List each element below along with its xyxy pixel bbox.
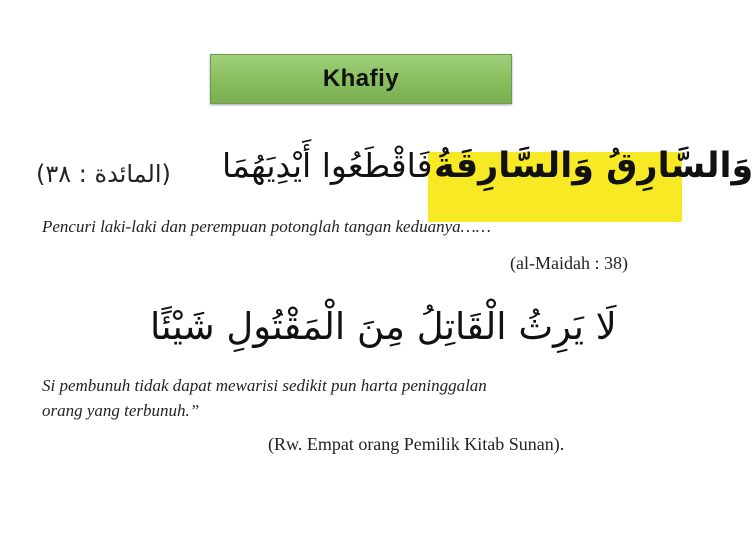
slide-title: Khafiy [210,54,512,104]
verse-source: (al-Maidah : 38) [510,253,628,273]
hadith-translation-line1: Si pembunuh tidak dapat mewarisi sedikit pun harta peninggalan [42,376,487,395]
verse-arabic-highlighted: وَالسَّارِقُ وَالسَّارِقَةُ [434,146,753,186]
hadith-source: (Rw. Empat orang Pemilik Kitab Sunan). [268,434,565,454]
verse-reference-arabic: (المائدة : ٣٨) [36,160,171,188]
verse-translation: Pencuri laki-laki dan perempuan potonglah tangan keduanya…… [42,217,491,236]
hadith-translation-line2: orang yang terbunuh.” [42,401,200,420]
hadith-arabic: لَا يَرِثُ الْقَاتِلُ مِنَ الْمَقْتُولِ شَيْئًا [150,305,617,348]
verse-arabic-rest: فَاقْطَعُوا أَيْدِيَهُمَا [222,146,433,185]
